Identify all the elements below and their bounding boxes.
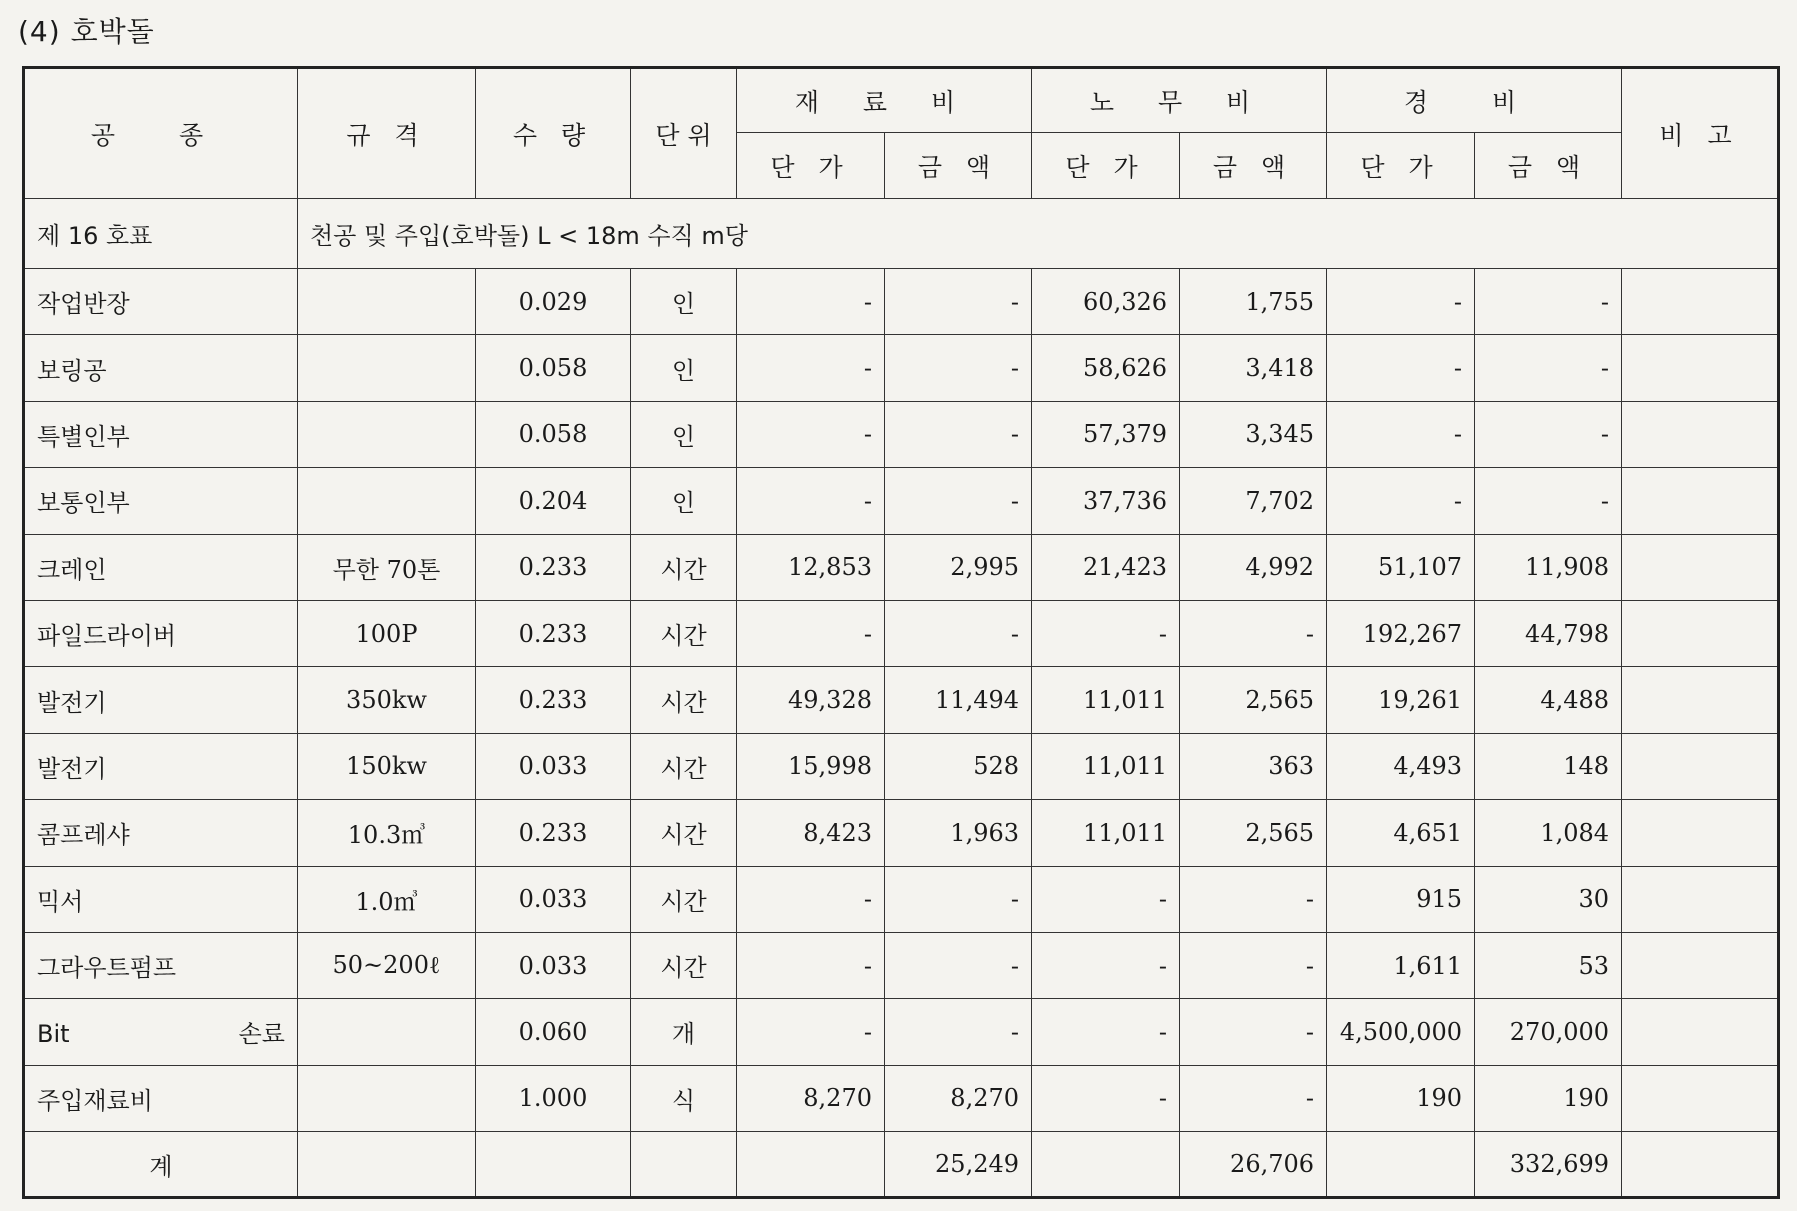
cell-labor-unit-price: 11,011 [1032, 800, 1180, 866]
header-labor-amount: 금 액 [1180, 133, 1327, 199]
cell-material-unit-price: - [737, 999, 885, 1065]
cell-expense-unit-price: 51,107 [1327, 534, 1475, 600]
cell-material-amount: - [885, 999, 1032, 1065]
cell-material-amount: - [885, 269, 1032, 335]
cell-remark [1622, 999, 1779, 1065]
cell-material-unit-price: 8,270 [737, 1065, 885, 1131]
cell-quantity: 0.233 [476, 667, 631, 733]
total-material-amount: 25,249 [885, 1132, 1032, 1198]
total-spec [298, 1132, 476, 1198]
cell-unit: 시간 [631, 667, 737, 733]
cell-labor-unit-price: 21,423 [1032, 534, 1180, 600]
cell-labor-unit-price: 11,011 [1032, 667, 1180, 733]
cell-expense-amount: 30 [1475, 866, 1622, 932]
cell-remark [1622, 600, 1779, 666]
cell-expense-unit-price: - [1327, 335, 1475, 401]
cell-quantity: 0.060 [476, 999, 631, 1065]
cell-labor-amount: 2,565 [1180, 800, 1327, 866]
cell-material-unit-price: 49,328 [737, 667, 885, 733]
cell-expense-unit-price: - [1327, 269, 1475, 335]
cell-expense-amount: - [1475, 269, 1622, 335]
cell-labor-amount: - [1180, 866, 1327, 932]
cell-expense-amount: 44,798 [1475, 600, 1622, 666]
cell-expense-unit-price: 915 [1327, 866, 1475, 932]
cell-material-amount: - [885, 932, 1032, 998]
cell-labor-unit-price: - [1032, 1065, 1180, 1131]
cell-labor-amount: 363 [1180, 733, 1327, 799]
cell-labor-amount: 7,702 [1180, 468, 1327, 534]
cell-spec: 50~200ℓ [298, 932, 476, 998]
header-labor-cost: 노 무 비 [1032, 68, 1327, 133]
cell-labor-unit-price: 11,011 [1032, 733, 1180, 799]
cell-quantity: 1.000 [476, 1065, 631, 1131]
cell-material-unit-price: 15,998 [737, 733, 885, 799]
header-work-type: 공 종 [24, 68, 298, 199]
table-row [24, 866, 1779, 932]
cell-labor-amount: 1,755 [1180, 269, 1327, 335]
cell-spec [298, 401, 476, 467]
cell-material-unit-price: - [737, 932, 885, 998]
cell-remark [1622, 733, 1779, 799]
cell-quantity: 0.058 [476, 335, 631, 401]
page-title: (4) 호박돌 [18, 15, 155, 48]
cell-expense-amount: 148 [1475, 733, 1622, 799]
cell-labor-unit-price: - [1032, 999, 1180, 1065]
cell-material-amount: - [885, 468, 1032, 534]
cost-breakdown-table [22, 66, 1780, 1199]
header-spec: 규 격 [298, 68, 476, 199]
cell-unit: 시간 [631, 733, 737, 799]
cell-labor-unit-price: 37,736 [1032, 468, 1180, 534]
cell-material-unit-price: 12,853 [737, 534, 885, 600]
cell-material-amount: 1,963 [885, 800, 1032, 866]
cell-expense-amount: 11,908 [1475, 534, 1622, 600]
total-remark [1622, 1132, 1779, 1198]
cell-labor-unit-price: - [1032, 866, 1180, 932]
table-row [24, 534, 1779, 600]
table-row [24, 1065, 1779, 1131]
cell-unit: 식 [631, 1065, 737, 1131]
cell-spec: 무한 70톤 [298, 534, 476, 600]
cell-spec: 350kw [298, 667, 476, 733]
cell-unit: 인 [631, 468, 737, 534]
header-material-unit-price: 단 가 [737, 133, 885, 199]
total-quantity [476, 1132, 631, 1198]
cell-labor-amount: - [1180, 932, 1327, 998]
cell-spec: 10.3㎥ [298, 800, 476, 866]
table-row [24, 667, 1779, 733]
cell-remark [1622, 667, 1779, 733]
cell-material-unit-price: - [737, 468, 885, 534]
cell-expense-unit-price: - [1327, 401, 1475, 467]
cell-unit: 시간 [631, 866, 737, 932]
cell-unit: 인 [631, 335, 737, 401]
cell-quantity: 0.204 [476, 468, 631, 534]
cell-remark [1622, 1065, 1779, 1131]
cell-unit: 시간 [631, 800, 737, 866]
cell-remark [1622, 866, 1779, 932]
cell-expense-unit-price: 4,651 [1327, 800, 1475, 866]
group-description: 천공 및 주입(호박돌) L < 18m 수직 m당 [298, 199, 1779, 269]
cell-labor-unit-price: 58,626 [1032, 335, 1180, 401]
cell-remark [1622, 468, 1779, 534]
cell-expense-amount: - [1475, 335, 1622, 401]
cell-spec [298, 999, 476, 1065]
cell-work-type: 보통인부 [24, 468, 298, 534]
cell-work-type: 콤프레샤 [24, 800, 298, 866]
cell-material-unit-price: - [737, 269, 885, 335]
cell-expense-unit-price: 190 [1327, 1065, 1475, 1131]
total-material-unit-price [737, 1132, 885, 1198]
cell-expense-amount: - [1475, 468, 1622, 534]
cell-spec: 100P [298, 600, 476, 666]
cell-material-amount: - [885, 335, 1032, 401]
cell-quantity: 0.058 [476, 401, 631, 467]
total-row [24, 1132, 1779, 1198]
header-unit: 단 위 [631, 68, 737, 199]
cell-labor-amount: - [1180, 600, 1327, 666]
cell-labor-unit-price: - [1032, 932, 1180, 998]
cell-material-unit-price: - [737, 335, 885, 401]
header-material-cost: 재 료 비 [737, 68, 1032, 133]
cell-labor-amount: 4,992 [1180, 534, 1327, 600]
cell-work-type: 특별인부 [24, 401, 298, 467]
cell-expense-amount: 270,000 [1475, 999, 1622, 1065]
header-row-top [24, 68, 1779, 133]
cell-material-amount: 2,995 [885, 534, 1032, 600]
cell-expense-unit-price: 1,611 [1327, 932, 1475, 998]
cell-expense-unit-price: 19,261 [1327, 667, 1475, 733]
table-row [24, 600, 1779, 666]
cell-work-type: 보링공 [24, 335, 298, 401]
group-code: 제 16 호표 [24, 199, 298, 269]
header-expense-amount: 금 액 [1475, 133, 1622, 199]
cell-expense-unit-price: 4,493 [1327, 733, 1475, 799]
cell-work-type: 믹서 [24, 866, 298, 932]
cell-expense-amount: - [1475, 401, 1622, 467]
cell-remark [1622, 800, 1779, 866]
header-expense: 경 비 [1327, 68, 1622, 133]
header-quantity: 수 량 [476, 68, 631, 199]
cell-material-amount: - [885, 866, 1032, 932]
cell-labor-amount: - [1180, 999, 1327, 1065]
table-row [24, 335, 1779, 401]
cell-material-amount: - [885, 401, 1032, 467]
cell-material-amount: - [885, 600, 1032, 666]
cell-unit: 시간 [631, 600, 737, 666]
cell-material-amount: 8,270 [885, 1065, 1032, 1131]
cell-unit: 시간 [631, 534, 737, 600]
table-row [24, 800, 1779, 866]
cell-expense-unit-price: 4,500,000 [1327, 999, 1475, 1065]
cell-expense-amount: 1,084 [1475, 800, 1622, 866]
cell-material-amount: 11,494 [885, 667, 1032, 733]
cell-spec [298, 1065, 476, 1131]
cell-quantity: 0.033 [476, 733, 631, 799]
cell-material-unit-price: - [737, 401, 885, 467]
cell-spec: 150kw [298, 733, 476, 799]
cell-material-unit-price: 8,423 [737, 800, 885, 866]
cell-material-unit-price: - [737, 866, 885, 932]
cell-remark [1622, 401, 1779, 467]
cell-labor-unit-price: 60,326 [1032, 269, 1180, 335]
header-labor-unit-price: 단 가 [1032, 133, 1180, 199]
cell-spec: 1.0㎥ [298, 866, 476, 932]
cell-quantity: 0.233 [476, 534, 631, 600]
cell-expense-unit-price: - [1327, 468, 1475, 534]
cell-work-type: 주입재료비 [24, 1065, 298, 1131]
cell-quantity: 0.233 [476, 600, 631, 666]
cell-unit: 시간 [631, 932, 737, 998]
table-row [24, 269, 1779, 335]
cell-spec [298, 335, 476, 401]
cell-labor-unit-price: - [1032, 600, 1180, 666]
cell-expense-amount: 53 [1475, 932, 1622, 998]
cell-work-type: 파일드라이버 [24, 600, 298, 666]
cell-labor-amount: 3,418 [1180, 335, 1327, 401]
cell-unit: 개 [631, 999, 737, 1065]
cell-work-type: Bit 손료 [24, 999, 298, 1065]
table-row [24, 401, 1779, 467]
cell-expense-amount: 190 [1475, 1065, 1622, 1131]
cell-work-type: 발전기 [24, 667, 298, 733]
cell-quantity: 0.029 [476, 269, 631, 335]
table-row [24, 932, 1779, 998]
total-labor-unit-price [1032, 1132, 1180, 1198]
total-expense-amount: 332,699 [1475, 1132, 1622, 1198]
cell-work-type: 크레인 [24, 534, 298, 600]
cell-unit: 인 [631, 401, 737, 467]
header-material-amount: 금 액 [885, 133, 1032, 199]
cell-expense-unit-price: 192,267 [1327, 600, 1475, 666]
table-row [24, 999, 1779, 1065]
cell-material-amount: 528 [885, 733, 1032, 799]
cell-remark [1622, 932, 1779, 998]
cell-remark [1622, 269, 1779, 335]
total-label: 계 [24, 1132, 298, 1198]
cell-labor-unit-price: 57,379 [1032, 401, 1180, 467]
header-remark: 비 고 [1622, 68, 1779, 199]
cell-work-type: 그라우트펌프 [24, 932, 298, 998]
cell-unit: 인 [631, 269, 737, 335]
total-unit [631, 1132, 737, 1198]
header-expense-unit-price: 단 가 [1327, 133, 1475, 199]
cell-spec [298, 269, 476, 335]
cell-quantity: 0.033 [476, 932, 631, 998]
cell-work-type: 발전기 [24, 733, 298, 799]
cell-quantity: 0.233 [476, 800, 631, 866]
table-row [24, 733, 1779, 799]
cell-remark [1622, 534, 1779, 600]
cell-remark [1622, 335, 1779, 401]
cell-labor-amount: 2,565 [1180, 667, 1327, 733]
cell-material-unit-price: - [737, 600, 885, 666]
cell-labor-amount: - [1180, 1065, 1327, 1131]
cell-expense-amount: 4,488 [1475, 667, 1622, 733]
cell-spec [298, 468, 476, 534]
total-expense-unit-price [1327, 1132, 1475, 1198]
cell-work-type: 작업반장 [24, 269, 298, 335]
table-row [24, 468, 1779, 534]
group-row [24, 199, 1779, 269]
cell-labor-amount: 3,345 [1180, 401, 1327, 467]
cell-quantity: 0.033 [476, 866, 631, 932]
total-labor-amount: 26,706 [1180, 1132, 1327, 1198]
